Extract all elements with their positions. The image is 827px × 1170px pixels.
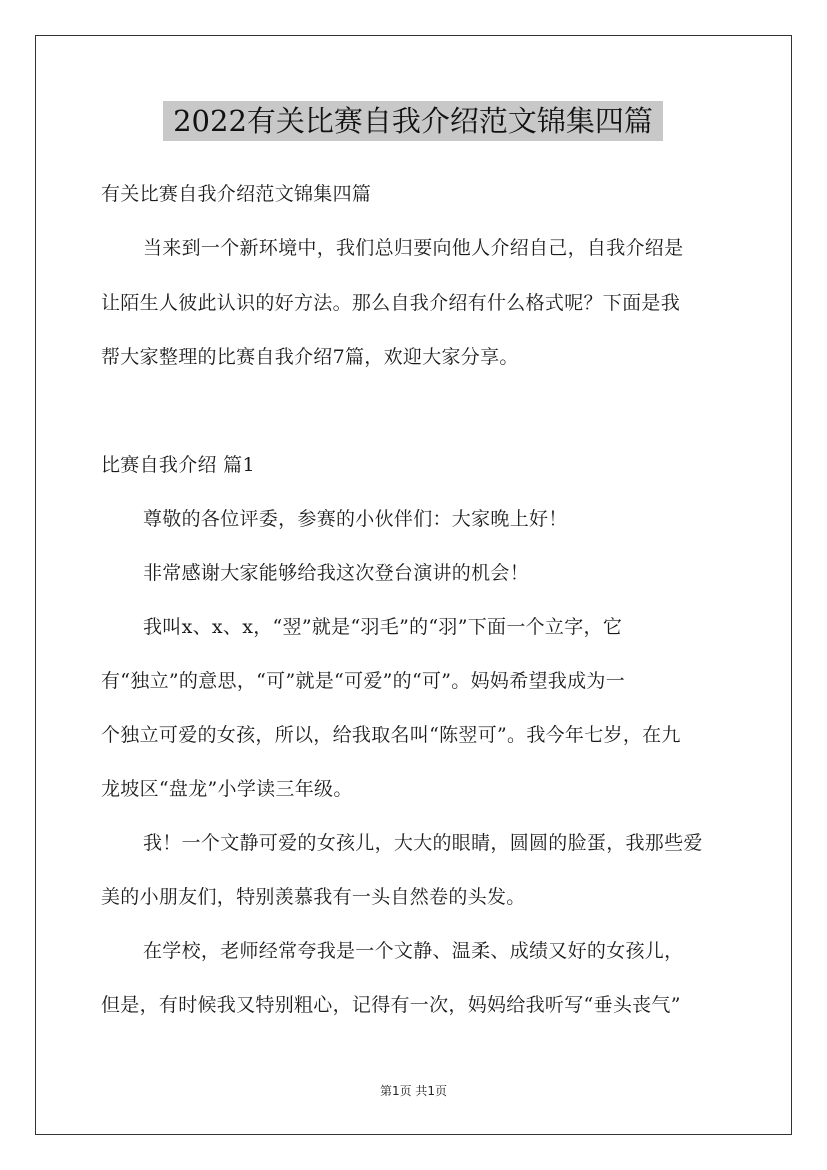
body-line: 我！一个文静可爱的女孩儿，大大的眼睛，圆圆的脸蛋，我那些爱 — [143, 832, 703, 854]
body-line: 美的小朋友们，特别羡慕我有一头自然卷的头发。 — [101, 886, 526, 908]
section-heading: 比赛自我介绍 篇1 — [101, 454, 255, 476]
document-subtitle: 有关比赛自我介绍范文锦集四篇 — [101, 183, 372, 205]
intro-line: 让陌生人彼此认识的好方法。那么自我介绍有什么格式呢？下面是我 — [101, 292, 681, 314]
body-line: 在学校，老师经常夸我是一个文静、温柔、成绩又好的女孩儿， — [143, 940, 684, 962]
intro-line: 当来到一个新环境中，我们总归要向他人介绍自己，自我介绍是 — [143, 237, 684, 259]
body-line: 非常感谢大家能够给我这次登台演讲的机会！ — [143, 562, 530, 584]
body-line: 尊敬的各位评委，参赛的小伙伴们：大家晚上好！ — [143, 508, 568, 530]
body-line: 龙坡区“盘龙”小学读三年级。 — [101, 778, 353, 800]
body-line: 但是，有时候我又特别粗心，记得有一次，妈妈给我听写“垂头丧气” — [101, 994, 681, 1016]
body-line: 个独立可爱的女孩，所以，给我取名叫“陈翌可”。我今年七岁，在九 — [101, 724, 681, 746]
document-title: 2022有关比赛自我介绍范文锦集四篇 — [163, 101, 663, 141]
page-footer: 第1页 共1页 — [379, 1084, 448, 1098]
body-line: 有“独立”的意思，“可”就是“可爱”的“可”。妈妈希望我成为一 — [101, 670, 626, 692]
body-line: 我叫x、x、x，“翌”就是“羽毛”的“羽”下面一个立字，它 — [143, 616, 623, 638]
intro-line: 帮大家整理的比赛自我介绍7篇，欢迎大家分享。 — [101, 346, 519, 368]
